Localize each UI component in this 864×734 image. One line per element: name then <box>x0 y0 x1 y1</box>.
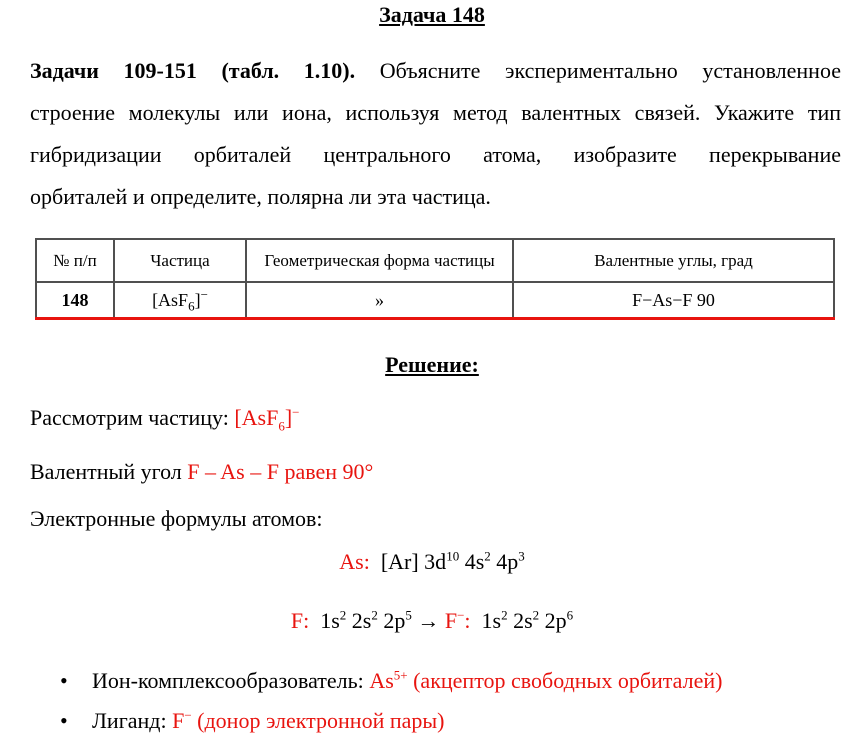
f-ion-colon: : <box>464 608 471 633</box>
f-s2-sup: 2 <box>371 607 378 623</box>
angle-label: Валентный угол <box>30 459 188 484</box>
header-angles: Валентные углы, град <box>513 239 834 282</box>
f-p: 2p <box>377 608 406 633</box>
f-i1-sup: 2 <box>501 607 508 623</box>
f-label: F: <box>290 608 310 633</box>
arrow-icon: → <box>411 608 445 633</box>
bullet-1-label: Ион-комплексообразователь: <box>92 668 370 693</box>
f-i2: 2s <box>507 608 533 633</box>
consider-label: Рассмотрим частицу: <box>30 405 235 430</box>
bullet-icon: • <box>60 708 68 733</box>
cell-particle <box>114 282 246 319</box>
task-statement <box>30 50 841 218</box>
as-label: As: <box>339 549 370 574</box>
angle-value: F – As – F равен 90° <box>187 459 374 484</box>
consider-formula-sub: 6 <box>278 418 285 434</box>
consider-formula-close: ] <box>284 405 293 430</box>
particle-base: [AsF <box>152 289 189 310</box>
f-s1: 1s <box>320 608 340 633</box>
header-num: № п/п <box>36 239 114 282</box>
f-formula <box>0 608 864 634</box>
consider-formula <box>234 404 300 434</box>
f-i3-sup: 6 <box>566 607 574 623</box>
bullet-2-red-base: F <box>172 708 185 733</box>
task-line-2: строение молекулы или иона, используя метод валентных связей. Укажите тип <box>30 100 841 125</box>
task-table <box>35 238 835 320</box>
cell-shape: » <box>246 282 513 319</box>
f-ion-label: F <box>444 608 458 633</box>
header-particle: Частица <box>114 239 246 282</box>
particle-sub: 6 <box>188 298 195 314</box>
f-i3: 2p <box>539 608 567 633</box>
consider-formula-base: [AsF <box>234 405 279 430</box>
bullet-2-red <box>172 708 444 733</box>
consider-formula-sup: − <box>292 404 300 420</box>
table-row <box>36 282 834 319</box>
solution-title: Решение: <box>385 352 479 377</box>
f-p-sup: 5 <box>405 607 412 623</box>
bullet-2-red-rest: (донор электронной пары) <box>191 708 445 733</box>
as-ar: [Ar] 3d <box>380 549 447 574</box>
bullet-1-red-sup: 5+ <box>393 667 408 683</box>
particle-sup: − <box>200 286 208 302</box>
task-title: Задача 148 <box>379 2 485 27</box>
f-s1-sup: 2 <box>339 607 347 623</box>
bullet-2-label: Лиганд: <box>92 708 173 733</box>
bullet-1-red-base: As <box>369 668 394 693</box>
cell-angles: F−As−F 90 <box>513 282 834 319</box>
header-shape: Геометрическая форма частицы <box>246 239 513 282</box>
as-s-sup: 2 <box>484 548 491 564</box>
bullet-1-red <box>369 668 722 693</box>
as-p: 4p <box>490 549 519 574</box>
f-ion <box>445 608 471 633</box>
bullet-item-ligand <box>92 708 444 734</box>
task-line-1-rest: Объясните экспериментально установленное <box>355 58 841 83</box>
as-p-sup: 3 <box>518 548 525 564</box>
particle-close: ] <box>194 289 201 310</box>
bullet-item-complexing-ion <box>92 668 722 694</box>
as-formula <box>0 549 864 575</box>
task-line-4: орбиталей и определите, полярна ли эта частица. <box>30 184 491 209</box>
task-lead: Задачи 109-151 (табл. 1.10). <box>30 58 356 83</box>
bullet-icon: • <box>60 668 68 693</box>
consider-line <box>30 404 300 434</box>
f-ion-sup: − <box>457 607 465 623</box>
table-header-row <box>36 239 834 282</box>
f-s2: 2s <box>346 608 372 633</box>
cell-num: 148 <box>36 282 114 319</box>
task-line-3: гибридизации орбиталей центрального атома, изобразите перекрывание <box>30 142 841 167</box>
bullet-1-red-rest: (акцептор свободных орбиталей) <box>407 668 723 693</box>
electronic-label: Электронные формулы атомов: <box>30 506 323 531</box>
as-d-sup: 10 <box>446 548 460 564</box>
as-s: 4s <box>459 549 485 574</box>
task-line-1 <box>30 50 841 92</box>
angle-line <box>30 459 373 485</box>
f-i2-sup: 2 <box>532 607 540 623</box>
f-i1: 1s <box>481 608 502 633</box>
bullet-2-red-sup: − <box>184 707 192 723</box>
